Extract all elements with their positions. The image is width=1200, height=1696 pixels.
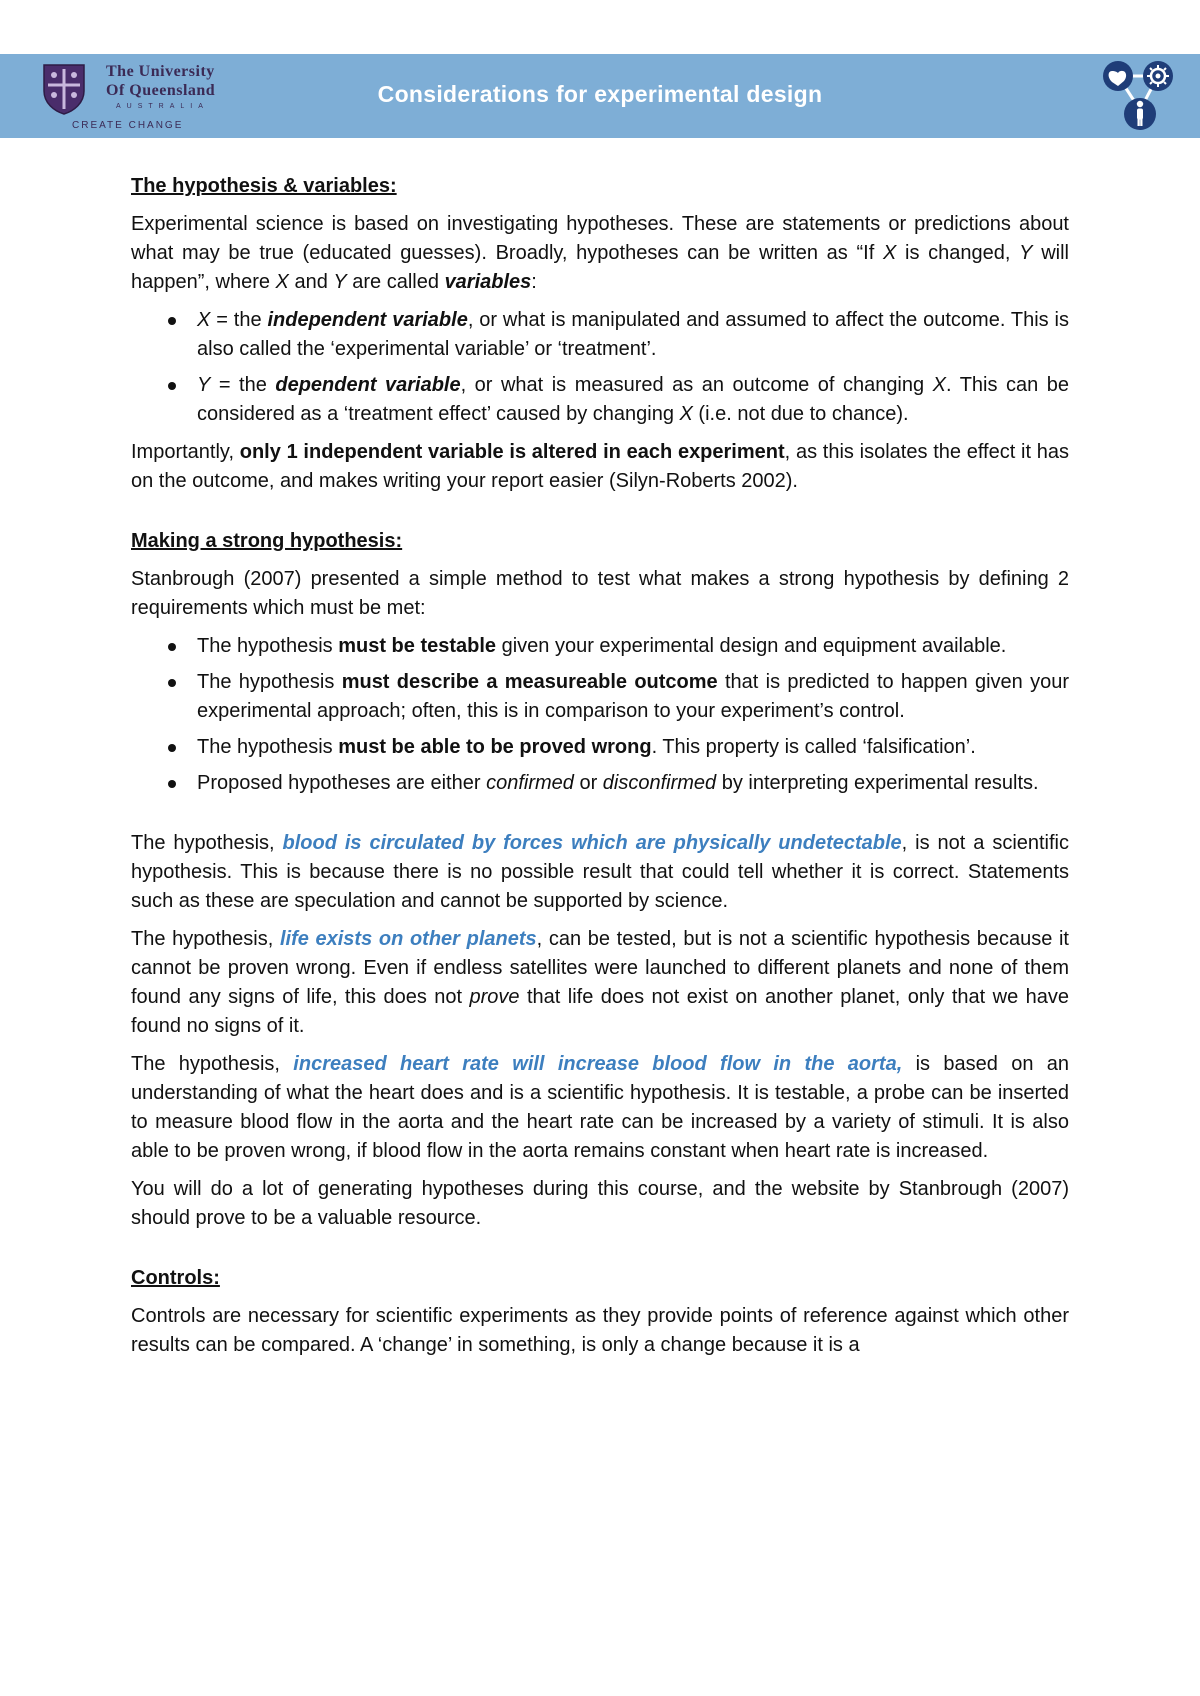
logo-text-queensland: Of Queensland xyxy=(106,82,216,99)
heart-icon xyxy=(1103,61,1133,91)
paragraph: The hypothesis, blood is circulated by forces which are physically undetectable, is not a scientific hypothesis. This is because there is no possible result that could tell whether it is correct. Statements such as these are speculation and cannot be supported by science. xyxy=(131,832,1070,912)
document-body xyxy=(131,172,1069,1369)
section-heading-controls: Controls: xyxy=(131,1267,220,1289)
paragraph: The hypothesis, life exists on other planets, can be tested, but is not a scientific hypothesis because it cannot be proven wrong. Even if endless satellites were launched to different planets and none of them found any signs of life, this does not prove that life does not exist on another planet, only that we have found no signs of it. xyxy=(131,928,1069,1037)
section-heading-hypothesis-variables: The hypothesis & variables: xyxy=(131,175,397,197)
biology-icons xyxy=(1088,54,1188,138)
section-heading-strong-hypothesis: Making a strong hypothesis: xyxy=(131,530,403,552)
logo-text-australia: AUSTRALIA xyxy=(116,103,209,110)
header-banner xyxy=(0,54,1200,138)
example-hypothesis: life exists on other planets xyxy=(279,928,537,950)
paragraph: Controls are necessary for scientific experiments as they provide points of reference against which other results can be compared. A ‘change’ in something, is only a change because it is a xyxy=(131,1305,1069,1356)
requirements-list xyxy=(131,632,1069,798)
paragraph: The hypothesis, increased heart rate will increase blood flow in the aorta, is based on an understanding of what the heart does and is a scientific hypothesis. It is testable, a probe can be inserted to measure blood flow in the aorta and the heart rate can be increased by a variety of stimuli. It is also able to be proven wrong, if blood flow in the aorta remains constant when heart rate is increased. xyxy=(131,1053,1070,1162)
list-item: Proposed hypotheses are either confirmed or disconfirmed by interpreting experimental results. xyxy=(131,769,1069,798)
paragraph: Stanbrough (2007) presented a simple method to test what makes a strong hypothesis by defining 2 requirements which must be met: xyxy=(131,568,1069,619)
list-item: The hypothesis must be able to be proved wrong. This property is called ‘falsification’. xyxy=(131,733,1069,762)
list-item: X = the independent variable, or what is manipulated and assumed to affect the outcome. This is also called the ‘experimental variable’ or ‘treatment’. xyxy=(131,306,1069,364)
paragraph: Importantly, only 1 independent variable is altered in each experiment, as this isolates the effect it has on the outcome, and makes writing your report easier (Silyn-Roberts 2002). xyxy=(131,441,1069,492)
microbe-icon xyxy=(1143,61,1173,91)
example-hypothesis: blood is circulated by forces which are physically undetectable xyxy=(282,832,902,854)
list-item: Y = the dependent variable, or what is measured as an outcome of changing X. This can be considered as a ‘treatment effect’ caused by changing X (i.e. not due to chance). xyxy=(131,371,1069,429)
logo-text-create-change: CREATE CHANGE xyxy=(72,120,184,131)
variables-list xyxy=(131,306,1069,429)
paragraph: Experimental science is based on investigating hypotheses. These are statements or predictions about what may be true (educated guesses). Broadly, hypotheses can be written as “If X is changed, Y will happen”, where X and Y are called variables: xyxy=(131,213,1069,293)
page-title: Considerations for experimental design xyxy=(377,81,823,107)
example-hypothesis: increased heart rate will increase blood flow in the aorta, xyxy=(293,1053,903,1075)
list-item: The hypothesis must describe a measureable outcome that is predicted to happen given your experimental approach; often, this is in comparison to your experiment’s control. xyxy=(131,668,1069,726)
logo-text-university: The University xyxy=(106,63,215,80)
paragraph: You will do a lot of generating hypotheses during this course, and the website by Stanbrough (2007) should prove to be a valuable resource. xyxy=(131,1178,1069,1229)
person-icon xyxy=(1124,98,1156,130)
list-item: The hypothesis must be testable given your experimental design and equipment available. xyxy=(131,632,1069,661)
